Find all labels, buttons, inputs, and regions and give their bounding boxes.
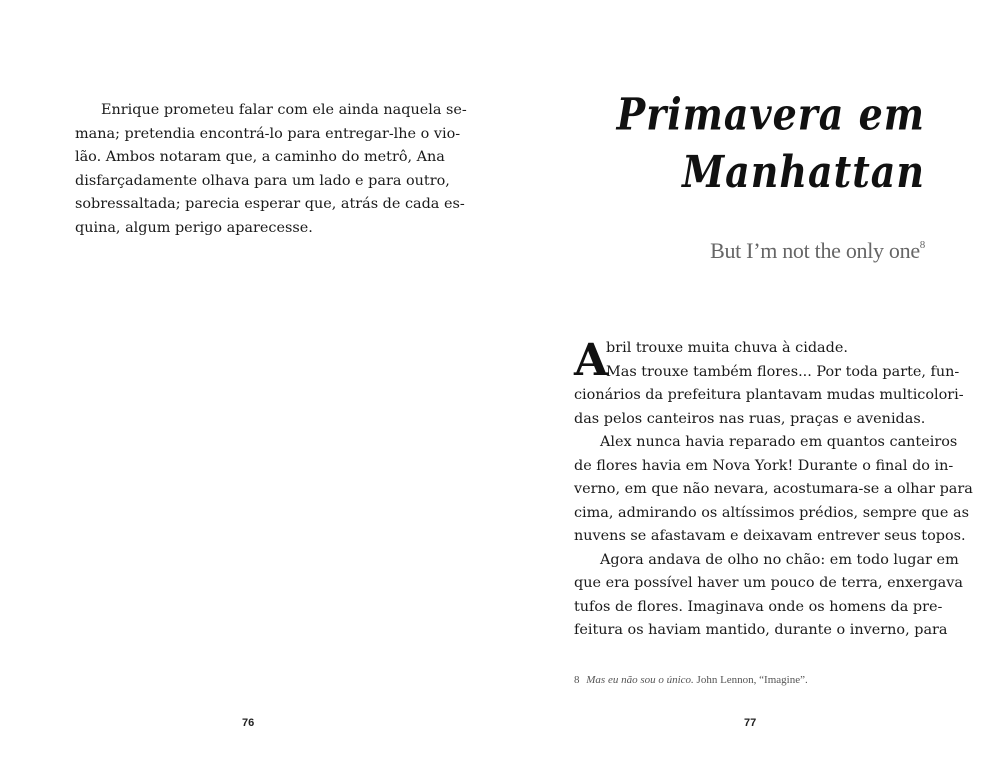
chapter-title-line-1: Primavera em	[616, 88, 925, 141]
text-line: lão. Ambos notaram que, a caminho do metrô, Ana	[75, 149, 445, 165]
page-number-left: 76	[242, 717, 255, 729]
epigraph-text: But I’m not the only one	[710, 238, 920, 263]
drop-cap: A	[574, 335, 609, 386]
text-line: bril trouxe muita chuva à cidade.	[606, 340, 848, 356]
right-page	[500, 0, 1000, 759]
text-line: Alex nunca havia reparado em quantos canteiros	[600, 434, 958, 450]
text-line: cionários da prefeitura plantavam mudas multicolori-	[574, 387, 964, 403]
chapter-title-line-2: Manhattan	[682, 145, 925, 198]
text-line: verno, em que não nevara, acostumara-se a olhar para	[574, 481, 973, 497]
page-number-right: 77	[744, 717, 757, 729]
footnote-reference: 8	[919, 239, 925, 251]
text-line: nuvens se afastavam e deixavam entrever seus topos.	[574, 528, 966, 544]
text-line: feitura os haviam mantido, durante o inverno, para	[574, 622, 948, 638]
left-body-text	[75, 99, 467, 240]
epigraph	[710, 238, 925, 264]
text-line: de flores havia em Nova York! Durante o final do in-	[574, 457, 954, 474]
text-line: sobressaltada; parecia esperar que, atrás de cada es-	[75, 196, 465, 212]
text-line: que era possível haver um pouco de terra, enxergava	[574, 575, 963, 591]
opening-paragraph	[574, 335, 960, 386]
footnote-number: 8	[574, 674, 580, 686]
chapter-title	[617, 86, 925, 201]
text-line: Mas trouxe também flores... Por toda parte, fun-	[606, 363, 960, 380]
footnote-italic-text: Mas eu não sou o único.	[586, 674, 694, 686]
text-line: cima, admirando os altíssimos prédios, sempre que as	[574, 504, 969, 521]
text-line: das pelos canteiros nas ruas, praças e avenidas.	[574, 410, 926, 427]
text-line: quina, algum perigo aparecesse.	[75, 219, 313, 236]
footnote-text: John Lennon, “Imagine”.	[696, 674, 808, 686]
text-line: disfarçadamente olhava para um lado e para outro,	[75, 172, 450, 189]
footnote	[574, 674, 808, 686]
right-body-text	[574, 335, 973, 643]
text-line: Enrique prometeu falar com ele ainda naquela se-	[101, 102, 467, 118]
text-line: Agora andava de olho no chão: em todo lugar em	[600, 551, 959, 568]
text-line: mana; pretendia encontrá-lo para entregar-lhe o vio-	[75, 125, 461, 142]
text-line: tufos de flores. Imaginava onde os homens da pre-	[574, 598, 943, 615]
